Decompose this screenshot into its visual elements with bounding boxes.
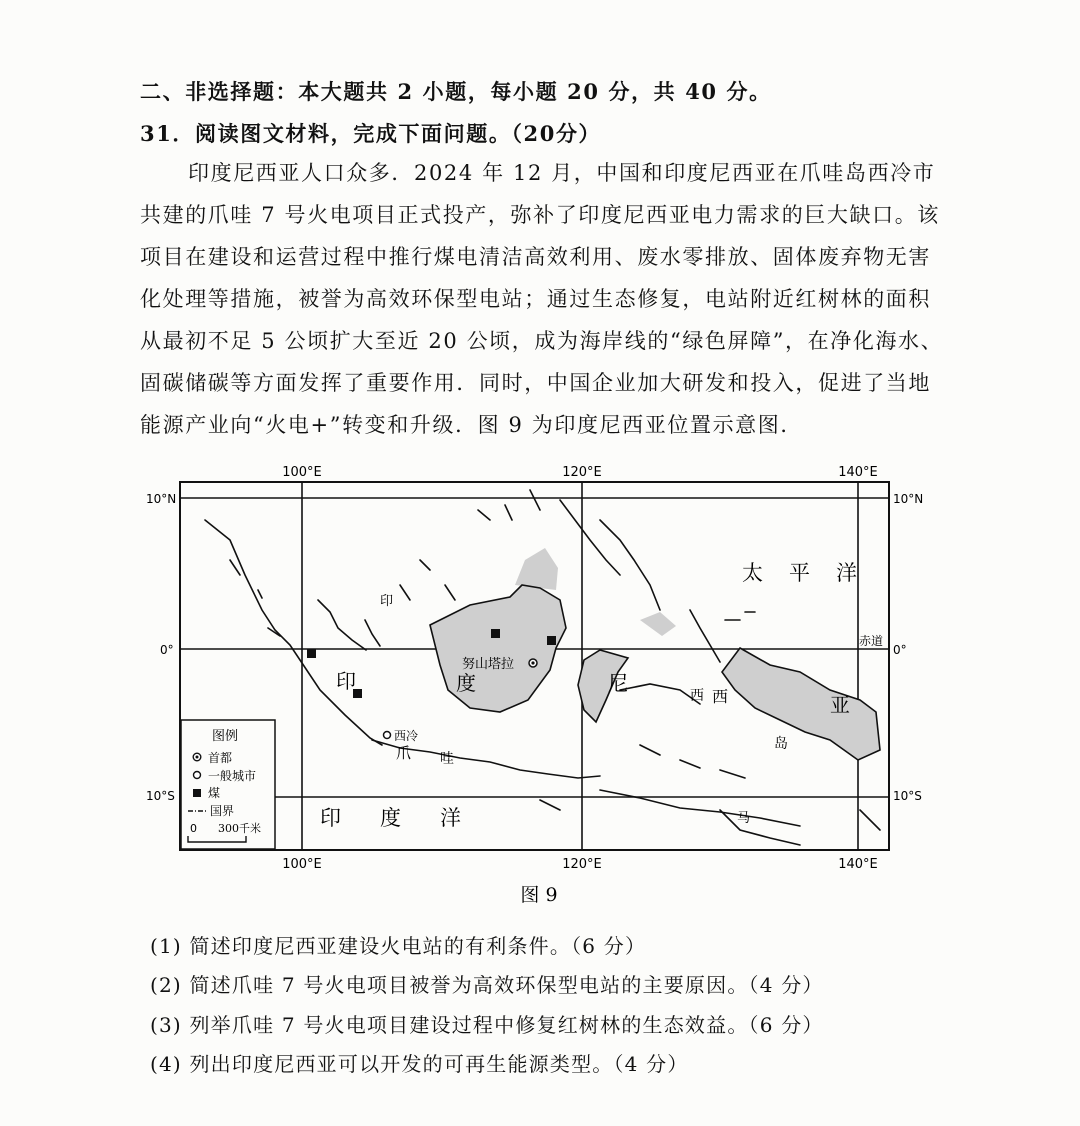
city-label: 西冷 <box>394 729 419 743</box>
lon-label-bottom: 100°E <box>282 857 322 872</box>
capital-marker-dot <box>531 661 534 664</box>
country-label: 度 <box>456 671 476 695</box>
legend-capital-symbol-dot <box>196 756 199 759</box>
country-label: 西 <box>712 687 729 706</box>
subquestion: (1) 简述印度尼西亚建设火电站的有利条件。（6 分） <box>150 934 647 958</box>
subquestion: (2) 简述爪哇 7 号火电项目被誉为高效环保型电站的主要原因。（4 分） <box>150 973 824 997</box>
ocean-label-pacific: 洋 <box>836 561 857 585</box>
island-label: 印 <box>380 594 394 609</box>
ocean-label-indian: 度 <box>380 806 401 830</box>
coal-marker <box>491 629 500 638</box>
lon-label-bottom: 140°E <box>838 857 878 872</box>
ocean-label-indian: 洋 <box>440 806 461 830</box>
subquestion: (4) 列出印度尼西亚可以开发的可再生能源类型。（4 分） <box>150 1052 689 1076</box>
lon-label-top: 100°E <box>282 465 322 480</box>
paragraph-line: 固碳储碳等方面发挥了重要作用．同时，中国企业加大研发和投入，促进了当地 <box>140 371 931 395</box>
legend-label: 一般城市 <box>208 769 257 783</box>
lat-label-left: 0° <box>160 643 174 657</box>
equator-label: 赤道 <box>859 634 884 648</box>
lat-label-left: 10°S <box>146 789 175 803</box>
country-label: 印 <box>336 669 356 693</box>
paragraph-line: 能源产业向“火电+”转变和升级．图 9 为印度尼西亚位置示意图． <box>140 413 803 437</box>
ocean-label-pacific: 平 <box>789 561 810 585</box>
ocean-label-indian: 印 <box>320 806 341 830</box>
legend-coal-symbol <box>193 789 201 797</box>
island-label-java: 爪 <box>396 744 412 762</box>
country-label: 亚 <box>830 693 850 717</box>
lon-label-top: 140°E <box>838 465 878 480</box>
lat-label-right: 0° <box>893 643 907 657</box>
question-heading: 31．阅读图文材料，完成下面问题。（20分） <box>140 121 602 146</box>
coal-marker <box>307 649 316 658</box>
legend-city-symbol <box>194 772 201 779</box>
paragraph-line: 项目在建设和运营过程中推行煤电清洁高效利用、废水零排放、固体废弃物无害 <box>140 245 931 269</box>
lon-label-top: 120°E <box>562 465 602 480</box>
city-marker <box>384 732 391 739</box>
country-label: 尼 <box>608 671 628 695</box>
subquestion: (3) 列举爪哇 7 号火电项目建设过程中修复红树林的生态效益。（6 分） <box>150 1013 824 1037</box>
paragraph-line: 从最初不足 5 公顷扩大至近 20 公顷，成为海岸线的“绿色屏障”，在净化海水、 <box>140 329 944 353</box>
figure-caption: 图 9 <box>520 884 558 906</box>
scale-label: 300千米 <box>218 822 261 835</box>
paragraph-line: 印度尼西亚人口众多．2024 年 12 月，中国和印度尼西亚在爪哇岛西冷市 <box>188 161 936 185</box>
paragraph-line: 化处理等措施，被誉为高效环保型电站；通过生态修复，电站附近红树林的面积 <box>140 287 931 311</box>
island-label-java: 哇 <box>440 751 454 767</box>
island-label: 马 <box>737 811 751 826</box>
indonesia-territory <box>430 548 880 760</box>
scale-zero: 0 <box>190 822 197 835</box>
legend-label: 煤 <box>208 786 221 800</box>
lat-label-left: 10°N <box>146 492 177 506</box>
lat-label-right: 10°N <box>893 492 924 506</box>
island-label: 岛 <box>774 736 788 752</box>
paragraph-line: 共建的爪哇 7 号火电项目正式投产，弥补了印度尼西亚电力需求的巨大缺口。该 <box>140 203 940 227</box>
coal-marker <box>547 636 556 645</box>
legend-label: 国界 <box>210 804 235 818</box>
section-title: 二、非选择题：本大题共 2 小题，每小题 20 分，共 40 分。 <box>140 79 772 104</box>
lon-label-bottom: 120°E <box>562 857 602 872</box>
ocean-label-pacific: 太 <box>742 561 763 585</box>
lat-label-right: 10°S <box>893 789 922 803</box>
legend-label: 首都 <box>208 751 233 765</box>
island-label: 西 <box>690 688 704 704</box>
legend-title: 图例 <box>212 729 239 744</box>
capital-label: 努山塔拉 <box>462 657 515 672</box>
